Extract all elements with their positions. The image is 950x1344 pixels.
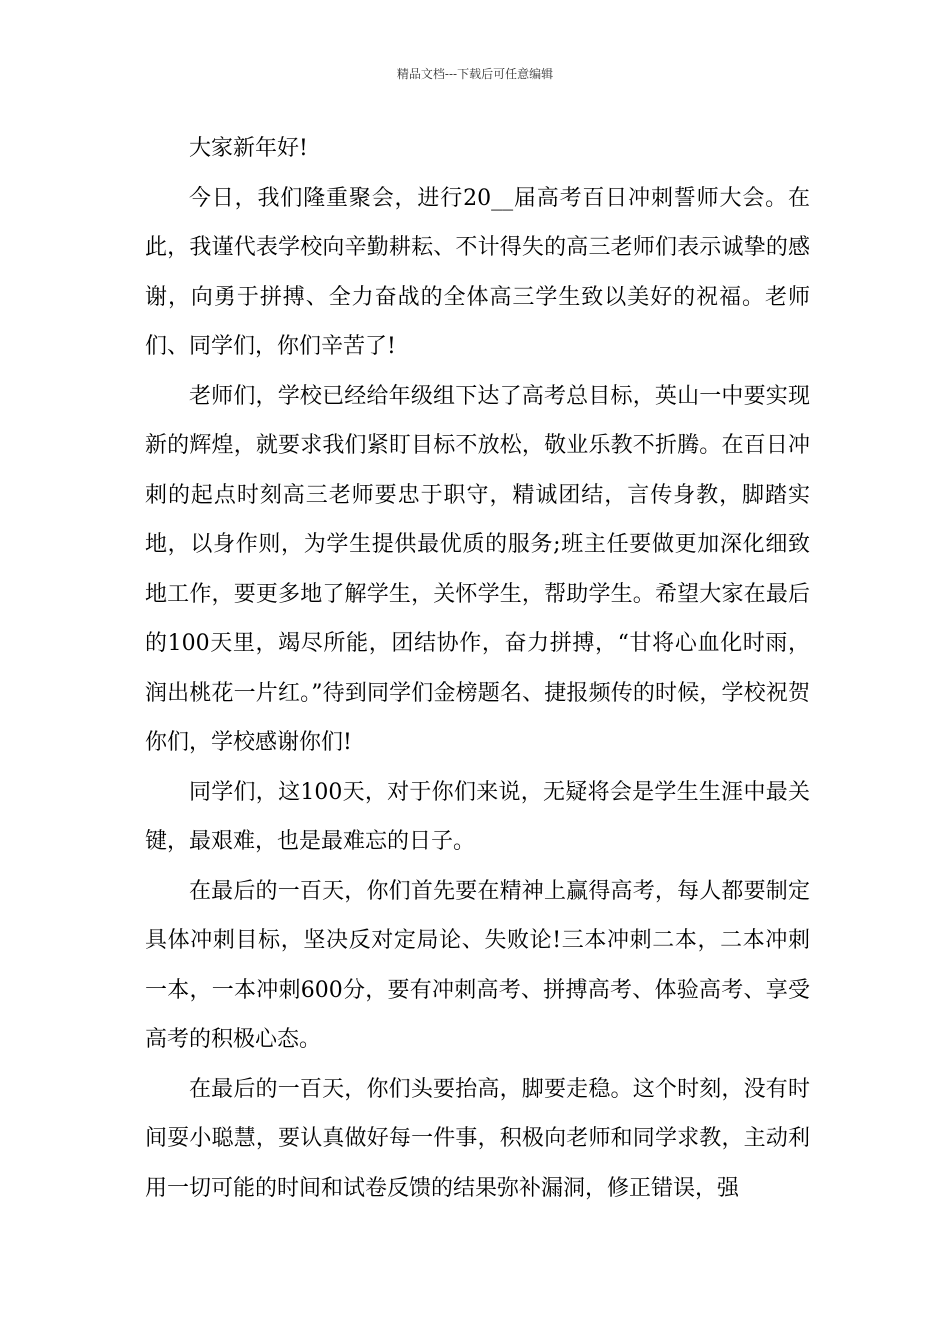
paragraph-greeting: 大家新年好! [189,136,308,161]
paragraph-spirit: 在最后的一百天，你们首先要在精神上赢得高考，每人都要制定具体冲刺目标，坚决反对定局论、失败论!三本冲刺二本，二本冲刺一本，一本冲刺600分，要有冲刺高考、拼搏高考、体验高考、享受高考的积极心态。 [145,878,810,1052]
paragraph-students: 同学们，这100天，对于你们来说，无疑将会是学生生涯中最关键，最艰难，也是最难忘的日子。 [145,779,810,854]
paragraph-attitude: 在最后的一百天，你们头要抬高，脚要走稳。这个时刻，没有时间耍小聪慧，要认真做好每一件事，积极向老师和同学求教，主动利用一切可能的时间和试卷反馈的结果弥补漏洞，修正错误，强 [145,1076,810,1201]
paragraph-teachers: 老师们，学校已经给年级组下达了高考总目标，英山一中要实现新的辉煌，就要求我们紧盯目标不放松，敬业乐教不折腾。在百日冲刺的起点时刻高三老师要忠于职守，精诚团结，言传身教，脚踏实地，以身作则，为学生提供最优质的服务;班主任要做更加深化细致地工作，要更多地了解学生，关怀学生，帮助学生。希望大家在最后的100天里，竭尽所能，团结协作，奋力拼搏，“甘将心血化时雨，润出桃花一片红。”待到同学们金榜题名、捷报频传的时候，学校祝贺你们，学校感谢你们! [145,383,810,755]
paragraph-opening: 今日，我们隆重聚会，进行20__届高考百日冲刺誓师大会。在此，我谨代表学校向辛勤耕耘、不计得失的高三老师们表示诚挚的感谢，向勇于拼搏、全力奋战的全体高三学生致以美好的祝福。老师们、同学们，你们辛苦了! [145,185,810,359]
document-body [145,124,810,1213]
page-header: 精品文档---下载后可任意编辑 [396,67,554,81]
